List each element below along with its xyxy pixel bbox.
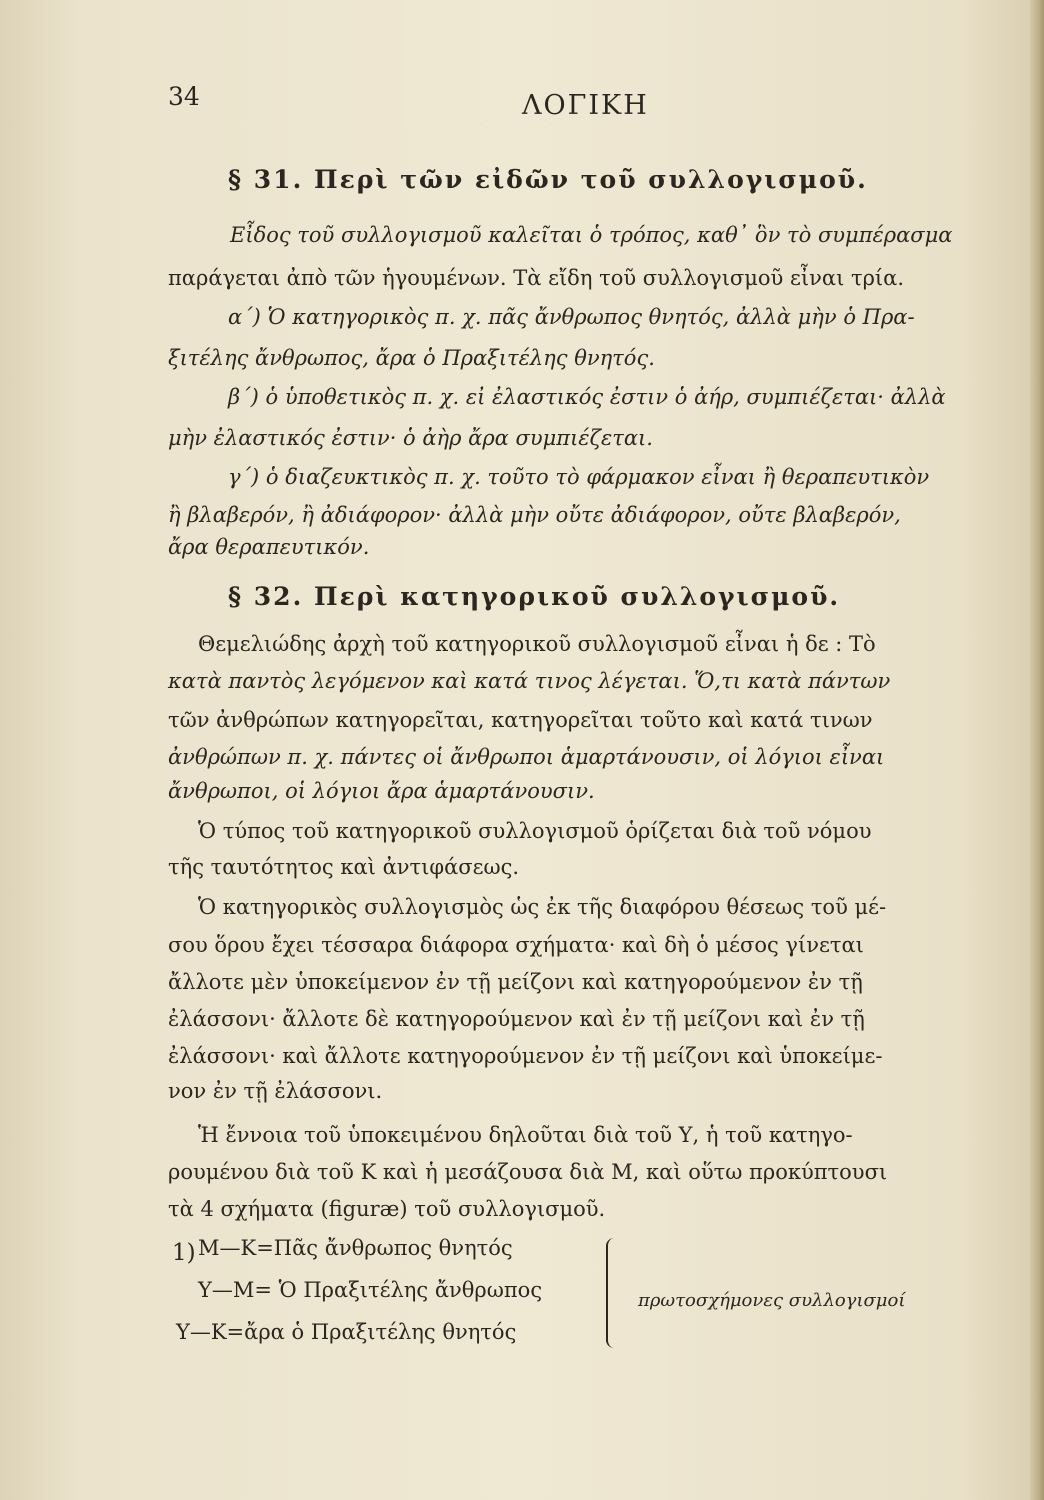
running-title: ΛΟΓΙΚΗ [522,90,649,121]
figure-label: πρωτοσχήμονες συλλογισμοί [638,1290,906,1311]
s31-line-4: ξιτέλης ἄνθρωπος, ἄρα ὁ Πραξιτέλης θνητός. [168,346,655,370]
s31-line-2: παράγεται ἀπὸ τῶν ἡγουμένων. Τὰ εἴδη τοῦ συλλογισμοῦ εἶναι τρία. [168,266,905,290]
s32-line-3: τῶν ἀνθρώπων κατηγορεῖται, κατηγορεῖται τοῦτο καὶ κατά τινων [168,708,873,732]
s32-line-13: νον ἐν τῇ ἐλάσσονι. [168,1079,383,1103]
s31-line-5: β΄) ὁ ὑποθετικὸς π. χ. εἰ ἐλαστικός ἐστιν ὁ ἀήρ, συμπιέζεται· ἀλλὰ [228,385,946,409]
section-32-heading: § 32. Περὶ κατηγορικοῦ συλλογισμοῦ. [228,582,841,611]
s31-line-6: μὴν ἐλαστικός ἐστιν· ὁ ἀὴρ ἄρα συμπιέζεται. [168,426,653,450]
s32-line-16: τὰ 4 σχήματα (figuræ) τοῦ συλλογισμοῦ. [168,1197,606,1221]
s31-line-7: γ΄) ὁ διαζευκτικὸς π. χ. τοῦτο τὸ φάρμακον εἶναι ἢ θεραπευτικὸν [228,465,930,489]
s31-line-1: Εἶδος τοῦ συλλογισμοῦ καλεῖται ὁ τρόπος, καθ᾽ ὃν τὸ συμπέρασμα [230,223,953,247]
s32-line-1: Θεμελιώδης ἀρχὴ τοῦ κατηγορικοῦ συλλογισμοῦ εἶναι ἡ δε : Τὸ [198,632,876,656]
figure-line-1: Μ—Κ=Πᾶς ἄνθρωπος θνητός [198,1236,513,1260]
s32-line-5: ἄνθρωποι, οἱ λόγιοι ἄρα ἁμαρτάνουσιν. [168,779,595,803]
s32-line-4: ἀνθρώπων π. χ. πάντες οἱ ἄνθρωποι ἁμαρτάνουσιν, οἱ λόγιοι εἶναι [168,745,885,769]
s32-line-14: Ἡ ἔννοια τοῦ ὑποκειμένου δηλοῦται διὰ τοῦ Υ, ἡ τοῦ κατηγο- [198,1123,853,1147]
s32-line-8: Ὁ κατηγορικὸς συλλογισμὸς ὡς ἐκ τῆς διαφόρου θέσεως τοῦ μέ- [198,895,887,919]
s32-line-2: κατὰ παντὸς λεγόμενον καὶ κατά τινος λέγεται. Ὅ,τι κατὰ πάντων [168,669,891,693]
s32-line-12: ἐλάσσονι· καὶ ἄλλοτε κατηγορούμενον ἐν τῇ μείζονι καὶ ὑποκείμε- [168,1044,883,1068]
s32-line-15: ρουμένου διὰ τοῦ Κ καὶ ἡ μεσάζουσα διὰ Μ, καὶ οὕτω προκύπτουσι [168,1160,888,1184]
s32-line-9: σου ὅρου ἔχει τέσσαρα διάφορα σχήματα· καὶ δὴ ὁ μέσος γίνεται [168,933,864,957]
section-31-heading: § 31. Περὶ τῶν εἰδῶν τοῦ συλλογισμοῦ. [228,165,868,194]
s32-line-7: τῆς ταυτότητος καὶ ἀντιφάσεως. [168,855,520,879]
s31-line-9: ἄρα θεραπευτικόν. [168,535,370,559]
s31-line-3: α΄) Ὁ κατηγορικὸς π. χ. πᾶς ἄνθρωπος θνητός, ἀλλὰ μὴν ὁ Πρα- [228,305,915,329]
s32-line-10: ἄλλοτε μὲν ὑποκείμενον ἐν τῇ μείζονι καὶ κατηγορούμενον ἐν τῇ [168,970,863,994]
page-number: 34 [168,82,200,111]
page-edge [1030,0,1044,1500]
figure-line-2: Υ—Μ= Ὁ Πραξιτέλης ἄνθρωπος [198,1278,543,1302]
s32-line-11: ἐλάσσονι· ἄλλοτε δὲ κατηγορούμενον καὶ ἐν τῇ μείζονι καὶ ἐν τῇ [168,1007,865,1031]
figure-line-3: Υ—Κ=ἄρα ὁ Πραξιτέλης θνητός [176,1320,517,1344]
figure-brace [606,1238,624,1348]
s31-line-8: ἢ βλαβερόν, ἢ ἀδιάφορον· ἀλλὰ μὴν οὔτε ἀδιάφορον, οὔτε βλαβερόν, [168,503,901,527]
s32-line-6: Ὁ τύπος τοῦ κατηγορικοῦ συλλογισμοῦ ὁρίζεται διὰ τοῦ νόμου [198,819,872,843]
figure-number: 1) [172,1240,196,1266]
